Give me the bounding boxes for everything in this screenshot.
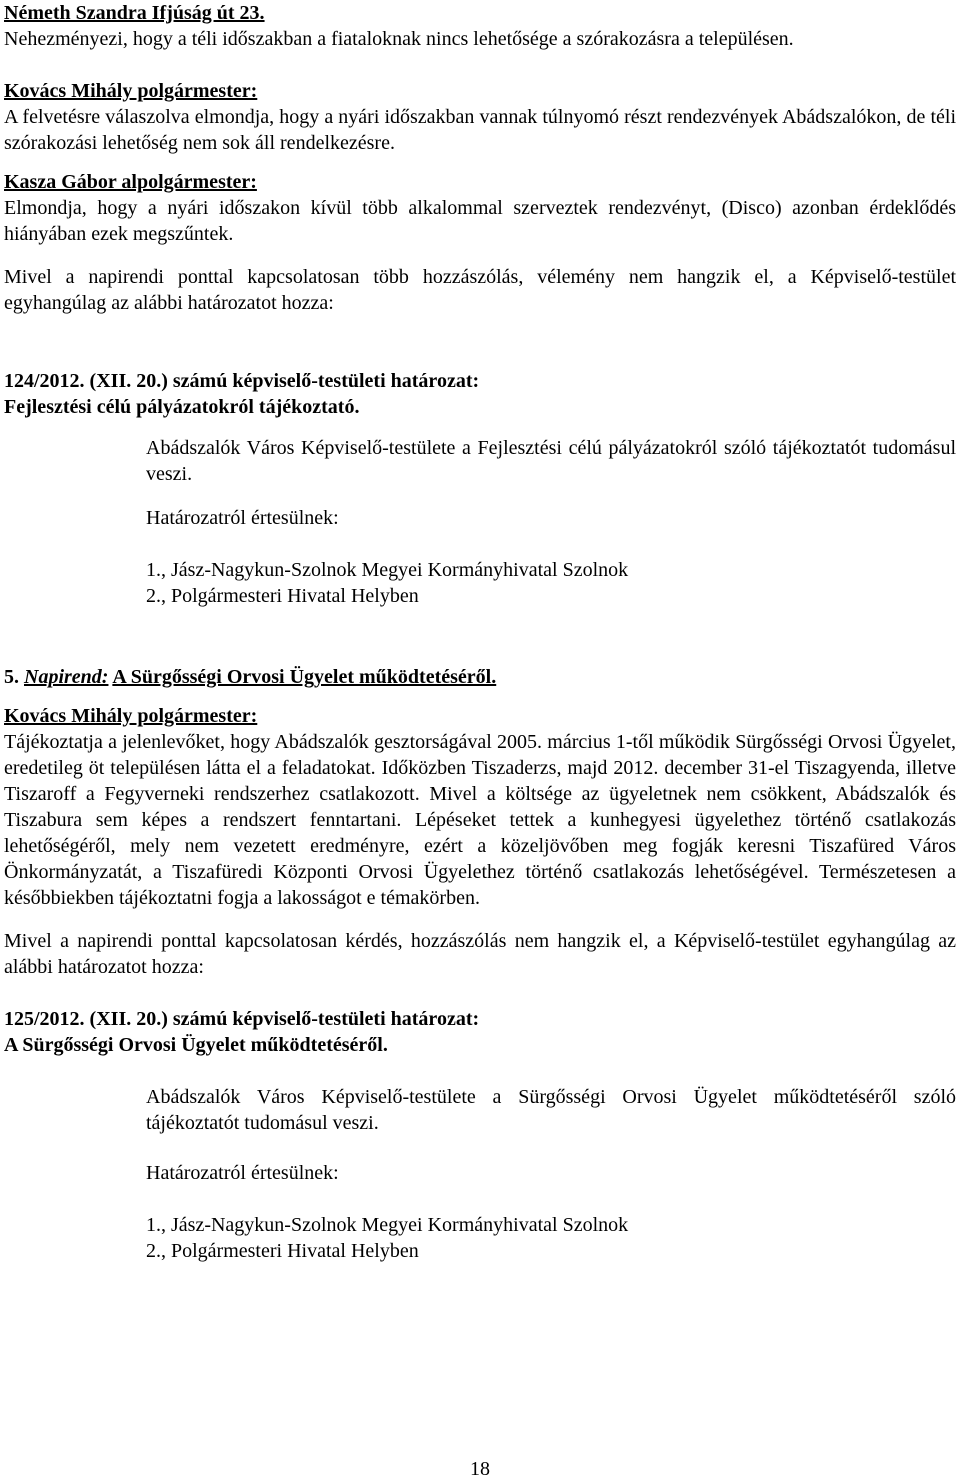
speaker-text: A felvetésre válaszolva elmondja, hogy a nyári időszakban vannak túlnyomó részt rendezvények Abádszalókon, de téli szórakozási lehetőség nem sok áll rendelkezésre.	[4, 106, 956, 154]
resolution-body: Abádszalók Város Képviselő-testülete a Fejlesztési célú pályázatokról szóló tájékoztatót tudomásul veszi.	[146, 437, 956, 485]
vote-text: Mivel a napirendi ponttal kapcsolatosan kérdés, hozzászólás nem hangzik el, a Képviselő-testület egyhangúlag az alábbi határozatot hozza:	[4, 930, 956, 978]
speaker-name: Kasza Gábor alpolgármester:	[4, 171, 257, 193]
speaker-name: Németh Szandra Ifjúság út 23.	[4, 2, 265, 24]
resolution-title: Fejlesztési célú pályázatokról tájékoztató.	[4, 396, 360, 418]
notify-heading: Határozatról értesülnek:	[146, 1162, 339, 1184]
speaker-text: Elmondja, hogy a nyári időszakon kívül több alkalommal szerveztek rendezvényt, (Disco) azonban érdeklődés hiányában ezek megszűntek.	[4, 197, 956, 245]
resolution-number: 125/2012. (XII. 20.) számú képviselő-testületi határozat:	[4, 1008, 480, 1030]
speaker-text: Tájékoztatja a jelenlevőket, hogy Abádszalók gesztorságával 2005. március 1-től működik Sürgősségi Orvosi Ügyelet, eredetileg öt településen látta el a feladatokat. Időközben Tiszaderzs, majd 2012. december 31-el Tiszagyenda, illetve Tiszaroff a Fegyverneki rendszerhez csatlakozott. Mivel a költsége az ügyeletnek nem csökkent, Abádszalók és Tiszabura sem képes a rendszert fenntartani. Lépéseket tettek a kunhegyesi ügyelethez történő csatlakozás lehetőségéről, mely nem vezetett eredményre, ezért a közeljövőben meg fogják keresni Tiszafüred Város Önkormányzatát, a Tiszafüredi Központi Orvosi Ügyelethez történő csatlakozás lehetőségével. Természetesen a későbbiekben tájékoztatni fogja a lakosságot e témakörben.	[4, 731, 956, 909]
resolution-body: Abádszalók Város Képviselő-testülete a Sürgősségi Orvosi Ügyelet működtetéséről szóló tájékoztatót tudomásul veszi.	[146, 1086, 956, 1134]
speaker-name: Kovács Mihály polgármester:	[4, 80, 258, 102]
notify-heading: Határozatról értesülnek:	[146, 507, 339, 529]
page-number: 18	[470, 1458, 490, 1480]
document-page	[4, 0, 956, 1264]
speaker-name: Kovács Mihály polgármester:	[4, 705, 258, 727]
speaker-text: Nehezményezi, hogy a téli időszakban a fiataloknak nincs lehetősége a szórakozásra a településen.	[4, 28, 794, 50]
vote-text: Mivel a napirendi ponttal kapcsolatosan több hozzászólás, vélemény nem hangzik el, a Képviselő-testület egyhangúlag az alábbi határozatot hozza:	[4, 266, 956, 314]
agenda-heading	[4, 664, 956, 690]
recipient: 2., Polgármesteri Hivatal Helyben	[146, 1240, 419, 1262]
agenda-number: 5.	[4, 666, 19, 688]
resolution-number: 124/2012. (XII. 20.) számú képviselő-testületi határozat:	[4, 370, 480, 392]
recipient: 1., Jász-Nagykun-Szolnok Megyei Kormányhivatal Szolnok	[146, 1214, 629, 1236]
recipient: 1., Jász-Nagykun-Szolnok Megyei Kormányhivatal Szolnok	[146, 559, 629, 581]
resolution-title: A Sürgősségi Orvosi Ügyelet működtetéséről.	[4, 1034, 388, 1056]
agenda-label: Napirend:	[24, 666, 109, 688]
agenda-title: A Sürgősségi Orvosi Ügyelet működtetéséről.	[112, 666, 497, 688]
recipient: 2., Polgármesteri Hivatal Helyben	[146, 585, 419, 607]
